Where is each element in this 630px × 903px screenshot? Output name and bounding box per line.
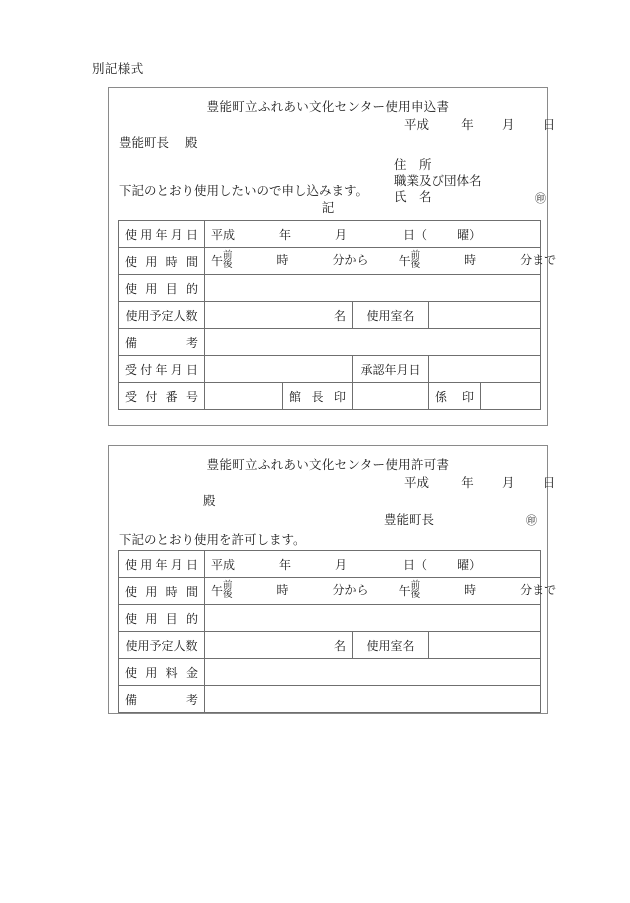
attendance-label: 使用予定人数 [119,302,205,329]
use-date-value [205,221,541,248]
remarks-value[interactable] [205,329,541,356]
applicant-seal-icon: ㊞ [535,193,546,205]
reception-number-value[interactable] [205,383,283,410]
end-pm-suffix: 後 [410,260,421,271]
clerk-seal-value[interactable] [481,383,541,410]
table-row [119,329,541,356]
permit-use-date-value [205,551,541,578]
table-row [119,221,541,248]
permit-start-ampm-selector[interactable] [211,582,233,601]
permit-use-date-day-unit: 日（ [403,557,428,572]
permit-use-date-month-unit: 月 [335,557,348,572]
permit-use-date-year-unit: 年 [279,557,292,572]
permit-start-hour-unit: 時 [276,583,289,598]
permit-honorific: 殿 [203,494,216,508]
application-day-unit: 日 [542,118,556,132]
application-addressee: 豊能町長 [119,136,170,150]
permit-end-hour-unit: 時 [464,583,477,598]
room-name-value[interactable] [429,302,541,329]
permit-use-date-weekday-unit: 曜） [457,557,482,572]
start-ampm-selector[interactable] [211,252,233,271]
use-date-weekday-unit: 曜） [457,227,482,242]
table-row [119,275,541,302]
permit-end-am-suffix: 前 [410,580,421,591]
clerk-seal-label: 係印 [429,383,481,410]
permit-day-unit: 日 [542,476,556,490]
permit-start-am-suffix: 前 [223,580,233,591]
permit-title: 豊能町立ふれあい文化センター使用許可書 [206,458,450,472]
application-date-line [404,115,555,133]
end-minute-unit: 分まで [520,253,557,268]
end-ampm-selector[interactable] [399,252,421,271]
table-row [119,659,541,686]
reception-date-value[interactable] [205,356,353,383]
use-date-label: 使用年月日 [119,221,205,248]
permit-fee-label: 使用料金 [119,659,205,686]
application-lead-sentence: 下記のとおり使用したいので申し込みます。 [119,184,369,198]
applicant-name-label: 氏 名 [394,190,432,204]
remarks-label: 備考 [119,329,205,356]
table-row [119,551,541,578]
permit-fee-value[interactable] [205,659,541,686]
applicant-occupation-row [394,173,482,189]
start-minute-unit: 分から [332,253,369,268]
end-am-suffix: 前 [410,250,421,261]
permit-end-ampm-selector[interactable] [399,582,421,601]
start-ampm-ko: 午 [211,254,224,269]
application-honorific: 殿 [185,136,198,150]
application-form-container [108,87,557,426]
permit-issuer-seal-icon: ㊞ [526,515,537,527]
approval-date-value[interactable] [429,356,541,383]
permit-remarks-label: 備考 [119,686,205,713]
permit-issuer: 豊能町長 [384,513,435,527]
permit-use-date-label: 使用年月日 [119,551,205,578]
table-row [119,605,541,632]
permit-start-ampm-ko: 午 [211,584,224,599]
permit-issuer-line [384,510,537,528]
application-addressee-line [119,133,198,151]
table-row [119,302,541,329]
application-year-unit: 年 [461,118,474,132]
permit-purpose-value[interactable] [205,605,541,632]
start-pm-suffix: 後 [223,260,233,271]
end-hour-unit: 時 [464,253,477,268]
applicant-address-label: 住 所 [394,158,432,172]
application-era: 平成 [404,118,430,132]
application-title: 豊能町立ふれあい文化センター使用申込書 [206,100,450,114]
table-row [119,356,541,383]
purpose-value[interactable] [205,275,541,302]
start-hour-unit: 時 [276,253,289,268]
permit-details-table [118,550,557,713]
reception-number-label: 受付番号 [119,383,205,410]
use-time-value [205,248,557,275]
permit-form-container [108,445,557,714]
permit-remarks-value[interactable] [205,686,541,713]
director-seal-value[interactable] [353,383,429,410]
reception-date-label: 受付年月日 [119,356,205,383]
approval-date-label: 承認年月日 [353,356,429,383]
permit-attendance-label: 使用予定人数 [119,632,205,659]
form-number-label: 別記様式 [92,62,144,76]
permit-room-name-label: 使用室名 [353,632,429,659]
permit-use-time-value [205,578,557,605]
use-date-year-unit: 年 [279,227,292,242]
permit-use-time-label: 使用時間 [119,578,205,605]
use-date-month-unit: 月 [335,227,348,242]
table-row [119,578,541,605]
permit-start-minute-unit: 分から [332,583,369,598]
permit-era: 平成 [404,476,430,490]
permit-end-ampm-ko: 午 [398,584,411,599]
room-name-label: 使用室名 [353,302,429,329]
purpose-label: 使用目的 [119,275,205,302]
table-row [119,383,541,410]
permit-purpose-label: 使用目的 [119,605,205,632]
table-row [119,248,541,275]
start-am-suffix: 前 [223,250,233,261]
permit-lead-sentence: 下記のとおり使用を許可します。 [119,533,306,547]
permit-use-date-era: 平成 [211,557,236,572]
permit-month-unit: 月 [502,476,515,490]
application-month-unit: 月 [502,118,515,132]
use-date-era: 平成 [211,227,236,242]
application-details-table [118,220,557,410]
applicant-address-row [394,157,482,173]
permit-attendance-count-unit[interactable]: 名 [205,632,353,659]
permit-end-pm-suffix: 後 [410,590,421,601]
director-seal-label: 館長印 [283,383,353,410]
application-ki-mark: 記 [321,201,335,215]
permit-start-pm-suffix: 後 [223,590,233,601]
use-date-day-unit: 日（ [403,227,428,242]
permit-year-unit: 年 [461,476,474,490]
applicant-occupation-label: 職業及び団体名 [394,174,482,188]
attendance-count-unit[interactable]: 名 [205,302,353,329]
table-row [119,686,541,713]
use-time-label: 使用時間 [119,248,205,275]
permit-room-name-value[interactable] [429,632,541,659]
end-ampm-ko: 午 [398,254,411,269]
table-row [119,632,541,659]
permit-date-line [404,473,555,491]
permit-end-minute-unit: 分まで [520,583,557,598]
